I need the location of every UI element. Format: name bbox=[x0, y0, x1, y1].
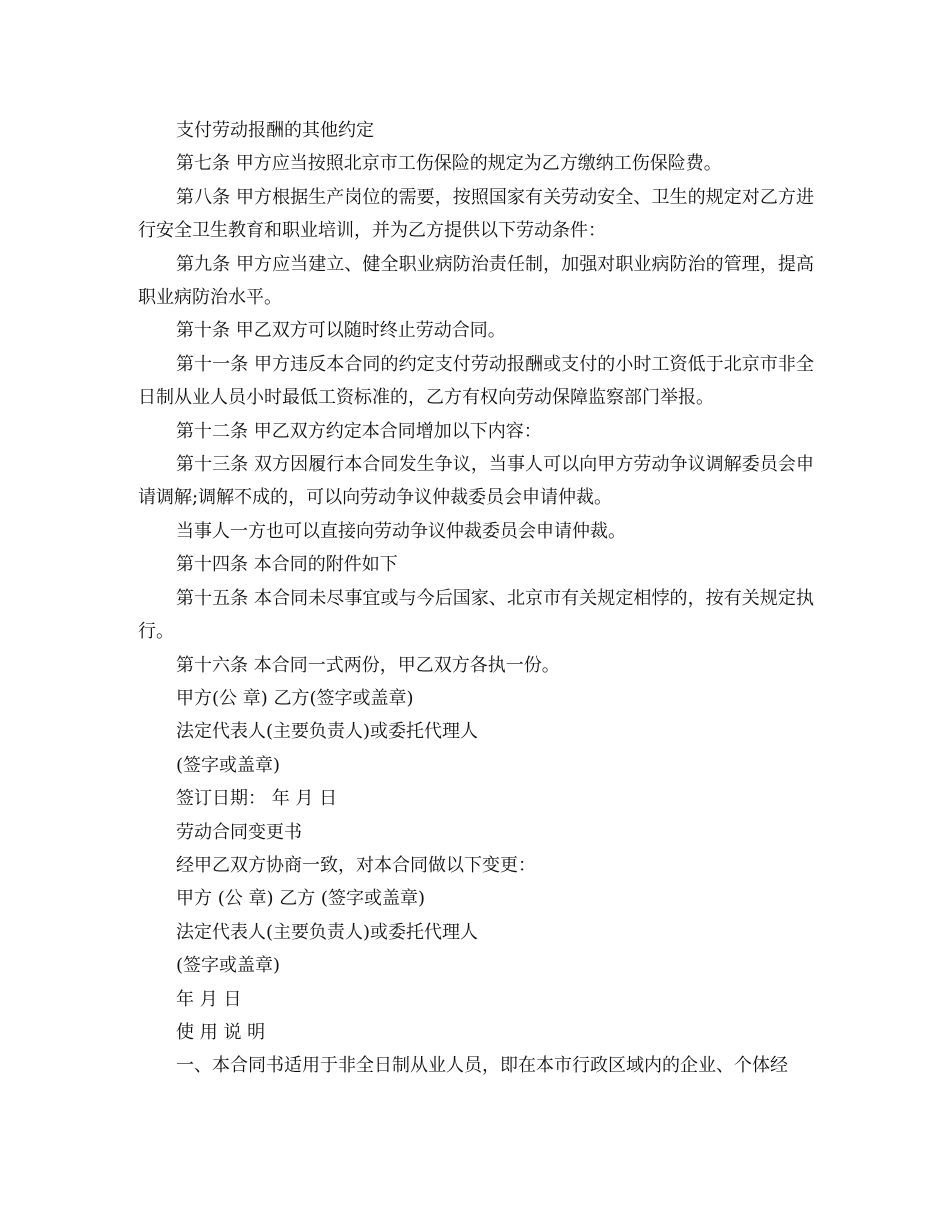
signature-representative: 法定代表人(主要负责人)或委托代理人 bbox=[176, 721, 479, 743]
amendment-signature-representative: 法定代表人(主要负责人)或委托代理人 bbox=[176, 921, 479, 943]
paragraph-article-11: 第十一条 甲方违反本合同的约定支付劳动报酬或支付的小时工资低于北京市非全日制从业人员小时最低工资标准的，乙方有权向劳动保障监察部门举报。 bbox=[138, 353, 814, 409]
paragraph-article-15: 第十五条 本合同未尽事宜或与今后国家、北京市有关规定相悖的，按有关规定执行。 bbox=[138, 587, 814, 643]
signature-seal: (签字或盖章) bbox=[176, 754, 281, 776]
paragraph-article-16: 第十六条 本合同一式两份，甲乙双方各执一份。 bbox=[176, 654, 560, 676]
paragraph-article-7: 第七条 甲方应当按照北京市工伤保险的规定为乙方缴纳工伤保险费。 bbox=[176, 153, 722, 175]
paragraph-article-14: 第十四条 本合同的附件如下 bbox=[176, 554, 398, 576]
amendment-date: 年 月 日 bbox=[176, 988, 242, 1010]
signature-parties: 甲方(公 章) 乙方(签字或盖章) bbox=[176, 687, 414, 709]
amendment-signature-parties: 甲方 (公 章) 乙方 (签字或盖章) bbox=[176, 888, 425, 910]
paragraph-payment-other: 支付劳动报酬的其他约定 bbox=[176, 120, 374, 141]
paragraph-article-8: 第八条 甲方根据生产岗位的需要，按照国家有关劳动安全、卫生的规定对乙方进行安全卫生教育和职业培训，并为乙方提供以下劳动条件： bbox=[138, 186, 814, 242]
amendment-signature-seal: (签字或盖章) bbox=[176, 955, 281, 977]
document-body bbox=[138, 114, 814, 1083]
signing-date: 签订日期： 年 月 日 bbox=[176, 788, 338, 810]
paragraph-article-12: 第十二条 甲乙双方约定本合同增加以下内容： bbox=[176, 420, 542, 442]
instruction-item-1: 一、本合同书适用于非全日制从业人员，即在本市行政区域内的企业、个体经 bbox=[176, 1055, 788, 1077]
paragraph-article-9: 第九条 甲方应当建立、健全职业病防治责任制，加强对职业病防治的管理，提高职业病防治水平。 bbox=[138, 253, 814, 309]
section-title-amendment: 劳动合同变更书 bbox=[176, 821, 302, 843]
paragraph-article-10: 第十条 甲乙双方可以随时终止劳动合同。 bbox=[176, 320, 506, 342]
amendment-intro: 经甲乙双方协商一致，对本合同做以下变更： bbox=[176, 854, 536, 876]
section-title-instructions: 使 用 说 明 bbox=[176, 1021, 266, 1043]
paragraph-arbitration-note: 当事人一方也可以直接向劳动争议仲裁委员会申请仲裁。 bbox=[176, 520, 626, 542]
paragraph-article-13: 第十三条 双方因履行本合同发生争议，当事人可以向甲方劳动争议调解委员会申请调解;调解不成的，可以向劳动争议仲裁委员会申请仲裁。 bbox=[138, 454, 814, 509]
